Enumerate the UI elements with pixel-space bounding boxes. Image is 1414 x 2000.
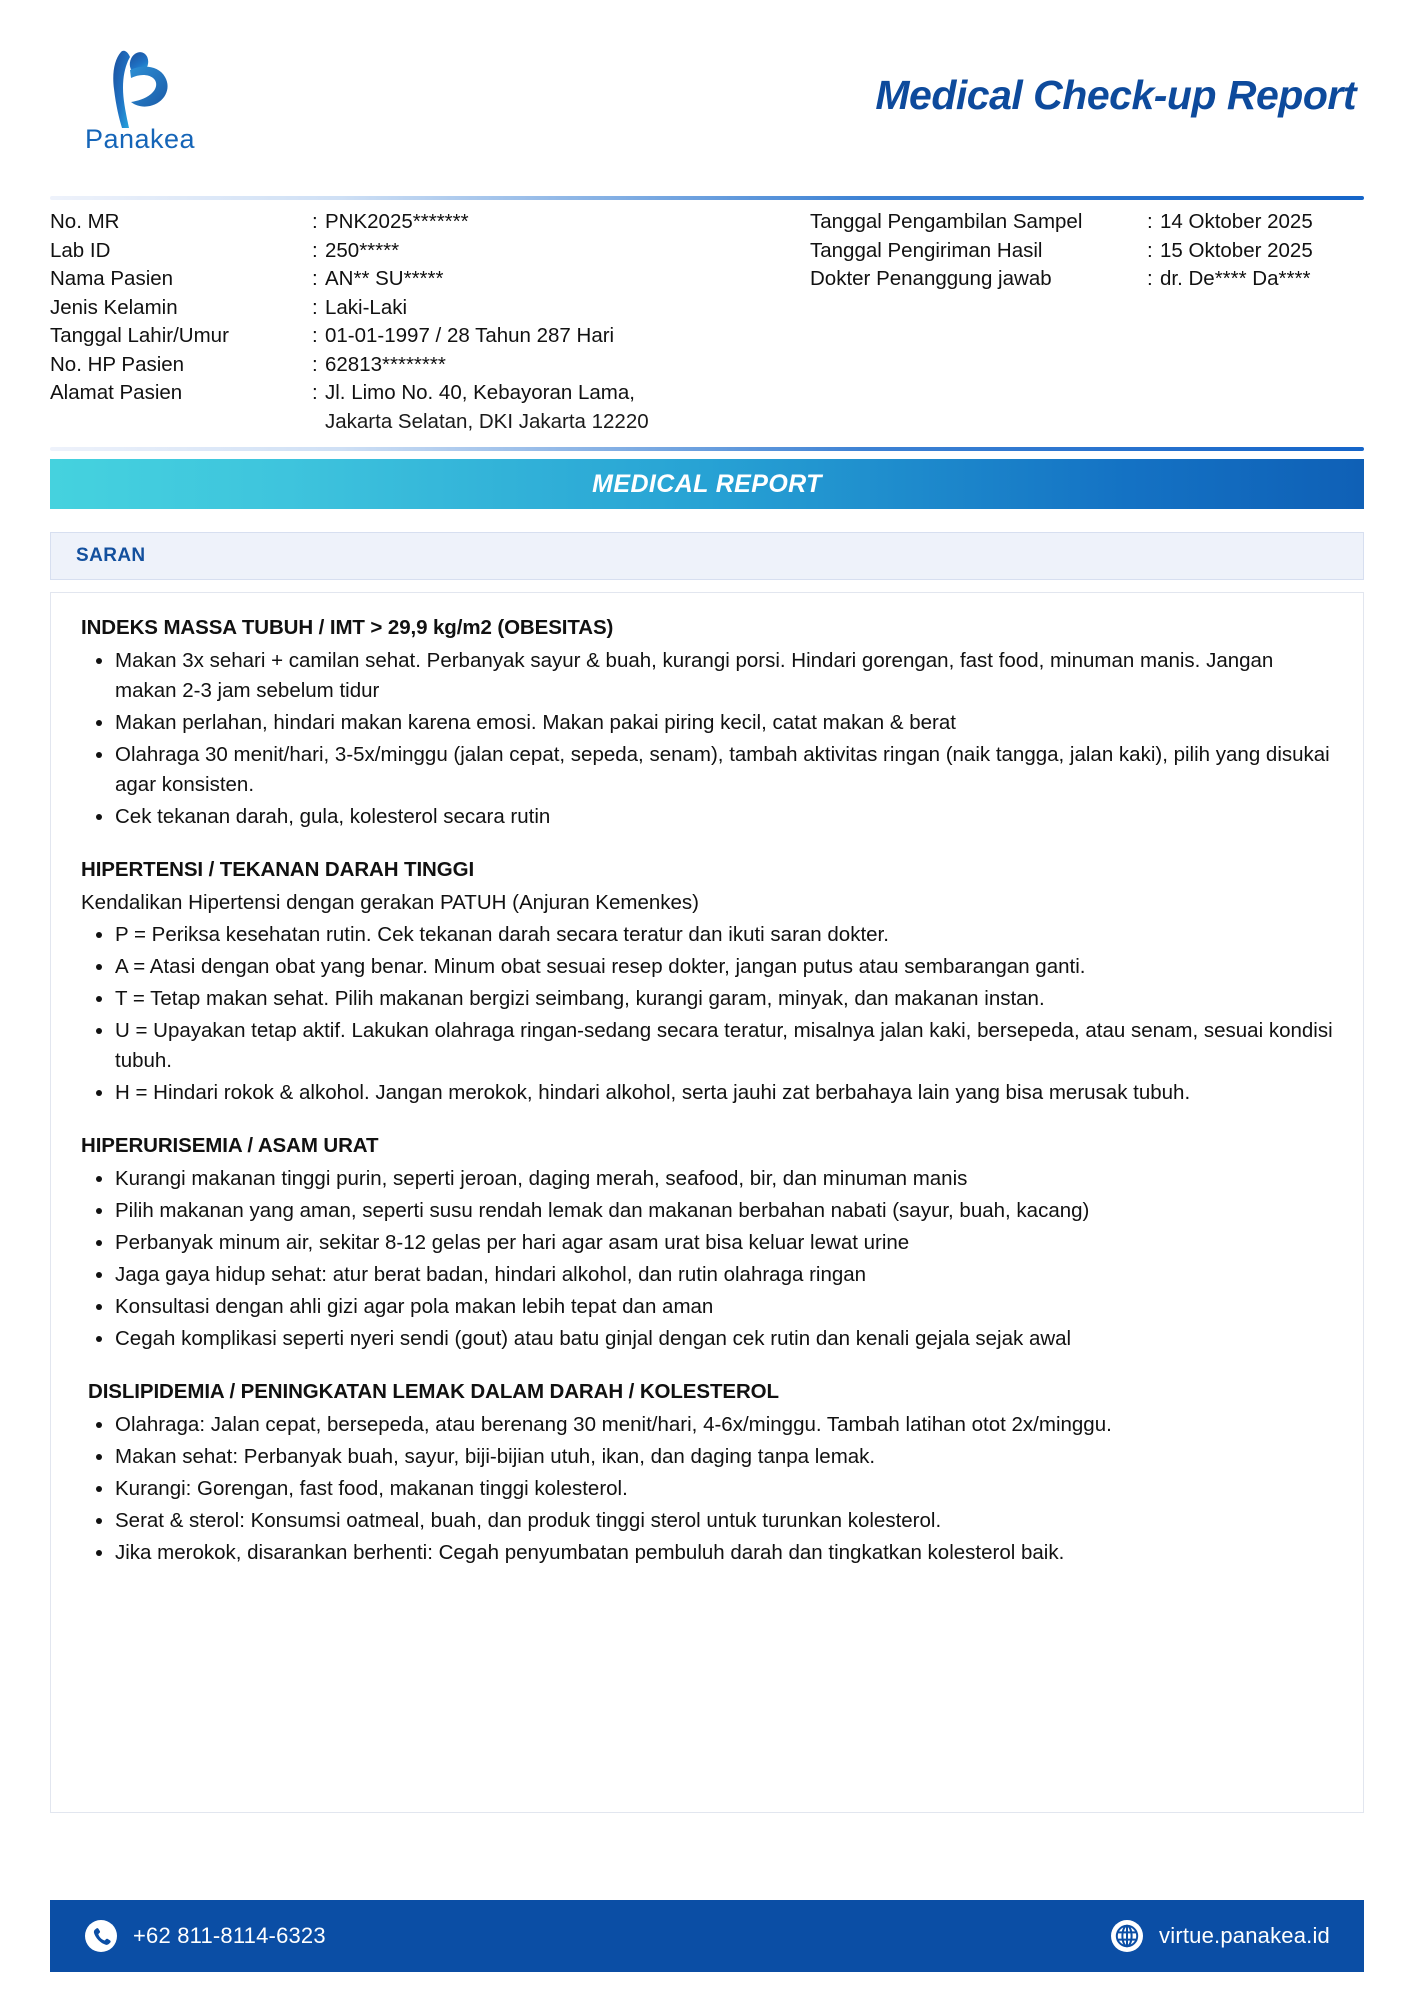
section-title: HIPERURISEMIA / ASAM URAT xyxy=(81,1134,379,1157)
footer-website-text: virtue.panakea.id xyxy=(1159,1923,1330,1948)
info-label: No. MR xyxy=(50,210,120,233)
saran-content xyxy=(50,592,1364,1813)
section-hiperurisemia xyxy=(81,1134,1333,1354)
globe-icon xyxy=(1110,1919,1144,1953)
info-row xyxy=(810,237,1370,266)
section-obesitas xyxy=(81,616,1333,832)
info-row xyxy=(50,322,810,351)
list-item: A = Atasi dengan obat yang benar. Minum obat sesuai resep dokter, jangan putus atau sembarangan ganti. xyxy=(81,952,1333,982)
info-label: Alamat Pasien xyxy=(50,381,183,404)
section-hipertensi xyxy=(81,858,1333,1108)
address-line-2: Jakarta Selatan, DKI Jakarta 12220 xyxy=(325,409,649,433)
info-separator: : xyxy=(312,238,318,262)
info-row xyxy=(50,351,810,380)
list-item: Olahraga: Jalan cepat, bersepeda, atau berenang 30 menit/hari, 4-6x/minggu. Tambah latihan otot 2x/minggu. xyxy=(81,1410,1333,1440)
info-separator: : xyxy=(312,267,318,290)
info-row-address xyxy=(50,379,810,408)
info-row xyxy=(50,208,810,237)
list-item: Serat & sterol: Konsumsi oatmeal, buah, dan produk tinggi sterol untuk turunkan kolesterol. xyxy=(81,1506,1333,1536)
section-title: HIPERTENSI / TEKANAN DARAH TINGGI xyxy=(81,858,475,881)
info-label: Jenis Kelamin xyxy=(50,295,178,319)
info-label: Dokter Penanggung jawab xyxy=(810,267,1052,290)
info-value: AN** SU***** xyxy=(325,267,444,290)
patient-info xyxy=(50,208,1370,436)
section-intro: Kendalikan Hipertensi dengan gerakan PATUH (Anjuran Kemenkes) xyxy=(81,891,699,914)
footer-website[interactable] xyxy=(1110,1919,1330,1953)
info-separator: : xyxy=(312,210,318,233)
info-label: Lab ID xyxy=(50,238,111,262)
list-item: U = Upayakan tetap aktif. Lakukan olahraga ringan-sedang secara teratur, misalnya jalan kaki, bersepeda, atau senam, sesuai kondisi tubuh. xyxy=(81,1016,1333,1076)
list-item: Cegah komplikasi seperti nyeri sendi (gout) atau batu ginjal dengan cek rutin dan kenali gejala sejak awal xyxy=(81,1324,1333,1354)
info-label: No. HP Pasien xyxy=(50,352,185,376)
list-item: Jaga gaya hidup sehat: atur berat badan, hindari alkohol, dan rutin olahraga ringan xyxy=(81,1260,1333,1290)
patient-info-right xyxy=(810,208,1370,436)
section-title: DISLIPIDEMIA / PENINGKATAN LEMAK DALAM DARAH / KOLESTEROL xyxy=(88,1380,779,1403)
footer-phone-text: +62 811-8114-6323 xyxy=(133,1923,326,1948)
info-value: 62813******** xyxy=(325,352,446,376)
info-row xyxy=(810,208,1370,237)
medical-report-banner xyxy=(50,459,1364,509)
info-row xyxy=(50,294,810,323)
info-value: dr. De**** Da**** xyxy=(1160,267,1311,290)
info-value: 15 Oktober 2025 xyxy=(1160,238,1313,262)
info-separator: : xyxy=(312,295,318,319)
report-header xyxy=(0,0,1414,190)
list-item: Makan sehat: Perbanyak buah, sayur, biji-bijian utuh, ikan, dan daging tanpa lemak. xyxy=(81,1442,1333,1472)
list-item: Kurangi: Gorengan, fast food, makanan tinggi kolesterol. xyxy=(81,1474,1333,1504)
section-bullets xyxy=(81,920,1333,1108)
list-item: H = Hindari rokok & alkohol. Jangan merokok, hindari alkohol, serta jauhi zat berbahaya lain yang bisa merusak tubuh. xyxy=(81,1078,1333,1108)
list-item: Makan perlahan, hindari makan karena emosi. Makan pakai piring kecil, catat makan & berat xyxy=(81,708,1333,738)
info-value: Jl. Limo No. 40, Kebayoran Lama, xyxy=(325,381,635,404)
list-item: Konsultasi dengan ahli gizi agar pola makan lebih tepat dan aman xyxy=(81,1292,1333,1322)
section-bullets xyxy=(81,1164,1333,1354)
info-row xyxy=(810,265,1370,294)
list-item: Kurangi makanan tinggi purin, seperti jeroan, daging merah, seafood, bir, dan minuman manis xyxy=(81,1164,1333,1194)
list-item: T = Tetap makan sehat. Pilih makanan bergizi seimbang, kurangi garam, minyak, dan makanan instan. xyxy=(81,984,1333,1014)
info-value: 250***** xyxy=(325,238,400,262)
info-label: Nama Pasien xyxy=(50,267,174,290)
info-separator: : xyxy=(1147,267,1153,290)
info-row xyxy=(50,237,810,266)
section-bullets xyxy=(81,646,1333,832)
info-label: Tanggal Pengambilan Sampel xyxy=(810,210,1083,233)
saran-section-header xyxy=(50,532,1364,580)
section-bullets xyxy=(81,1410,1333,1568)
divider-top xyxy=(50,196,1364,200)
section-dislipidemia xyxy=(81,1380,1333,1568)
banner-label: MEDICAL REPORT xyxy=(592,469,822,498)
brand-wordmark: Panakea xyxy=(84,123,196,154)
list-item: Makan 3x sehari + camilan sehat. Perbanyak sayur & buah, kurangi porsi. Hindari gorengan, fast food, minuman manis. Jangan makan 2-3 jam sebelum tidur xyxy=(81,646,1333,706)
phone-icon xyxy=(84,1919,118,1953)
info-separator: : xyxy=(312,352,318,376)
list-item: Jika merokok, disarankan berhenti: Cegah penyumbatan pembuluh darah dan tingkatkan kolesterol baik. xyxy=(81,1538,1333,1568)
saran-heading: SARAN xyxy=(76,545,146,566)
brand-logo xyxy=(50,36,230,155)
panakea-logo-icon xyxy=(101,44,179,130)
list-item: Cek tekanan darah, gula, kolesterol secara rutin xyxy=(81,802,1333,832)
info-separator: : xyxy=(1147,238,1153,262)
info-label: Tanggal Lahir/Umur xyxy=(50,324,229,347)
list-item: Perbanyak minum air, sekitar 8-12 gelas per hari agar asam urat bisa keluar lewat urine xyxy=(81,1228,1333,1258)
list-item: P = Periksa kesehatan rutin. Cek tekanan darah secara teratur dan ikuti saran dokter. xyxy=(81,920,1333,950)
list-item: Olahraga 30 menit/hari, 3-5x/minggu (jalan cepat, sepeda, senam), tambah aktivitas ringan (naik tangga, jalan kaki), pilih yang disukai agar konsisten. xyxy=(81,740,1333,800)
info-separator: : xyxy=(1147,210,1153,233)
list-item: Pilih makanan yang aman, seperti susu rendah lemak dan makanan berbahan nabati (sayur, buah, kacang) xyxy=(81,1196,1333,1226)
patient-info-left xyxy=(50,208,810,436)
report-footer xyxy=(50,1900,1364,1972)
info-separator: : xyxy=(312,381,318,404)
page-title: Medical Check-up Report xyxy=(875,71,1356,118)
info-label: Tanggal Pengiriman Hasil xyxy=(810,238,1043,262)
info-value: 01-01-1997 / 28 Tahun 287 Hari xyxy=(325,324,615,347)
divider-bottom xyxy=(50,447,1364,451)
info-separator: : xyxy=(312,324,318,347)
info-row xyxy=(50,265,810,294)
info-value: PNK2025******* xyxy=(325,210,469,233)
info-value: 14 Oktober 2025 xyxy=(1160,210,1313,233)
footer-phone[interactable] xyxy=(84,1919,326,1953)
section-title: INDEKS MASSA TUBUH / IMT > 29,9 kg/m2 (OBESITAS) xyxy=(81,616,614,639)
info-value: Laki-Laki xyxy=(325,295,408,319)
